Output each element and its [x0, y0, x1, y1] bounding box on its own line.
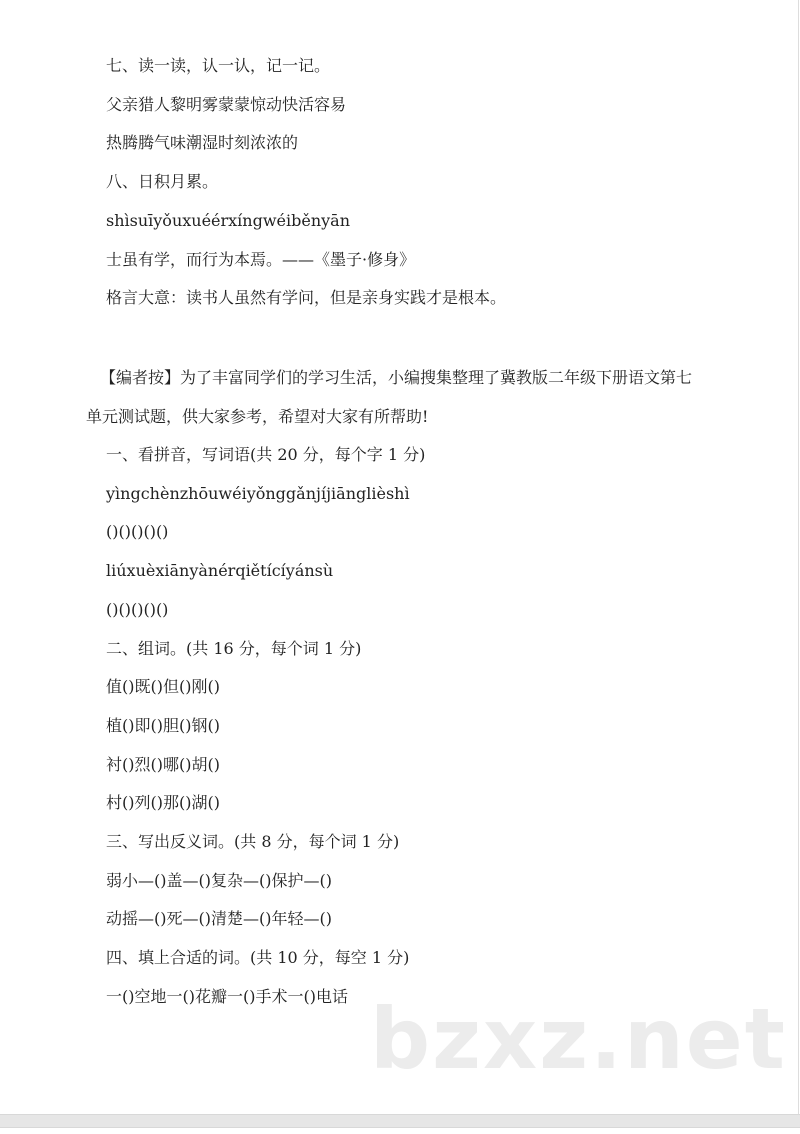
- text-line: 村()列()那()湖(): [106, 793, 220, 813]
- text-line: 一、看拼音，写词语(共 20 分，每个字 1 分): [106, 445, 426, 464]
- text-line: 动摇—()死—()清楚—()年轻—(): [106, 909, 332, 929]
- text-line: 弱小—()盖—()复杂—()保护—(): [106, 870, 332, 890]
- text-line: ()()()()(): [106, 599, 169, 619]
- text-line: 植()即()胆()钢(): [106, 715, 220, 735]
- page-separator: [0, 1114, 800, 1128]
- text-line: 七、读一读，认一认，记一记。: [106, 56, 331, 75]
- text-line: 二、组词。(共 16 分，每个词 1 分): [106, 638, 362, 658]
- text-line: shìsuīyǒuxuéérxíngwéiběnyān: [106, 210, 351, 230]
- text-line: 父亲猎人黎明雾蒙蒙惊动快活容易: [106, 94, 347, 114]
- text-line: 四、填上合适的词。(共 10 分，每空 1 分): [106, 948, 410, 968]
- watermark: bzxz.net: [370, 990, 787, 1088]
- text-line: yìngchènzhōuwéiyǒnggǎnjíjiānglièshì: [106, 483, 410, 503]
- text-line: 一()空地一()花瓣一()手术一()电话: [106, 986, 348, 1006]
- text-line: liúxuèxiānyànérqiětícíyánsù: [106, 561, 334, 581]
- text-line: ()()()()(): [106, 522, 169, 542]
- text-line: 热腾腾气味潮湿时刻浓浓的: [106, 133, 299, 153]
- editor-note: 【编者按】为了丰富同学们的学习生活，小编搜集整理了冀教版二年级下册语文第七单元测试题，供大家参考，希望对大家有所帮助!: [86, 368, 693, 426]
- text-line: 格言大意：读书人虽然有学问，但是亲身实践才是根本。: [106, 288, 507, 308]
- text-line: 值()既()但()刚(): [106, 677, 220, 697]
- text-line: 三、写出反义词。(共 8 分，每个词 1 分): [106, 832, 400, 851]
- text-line: 八、日积月累。: [106, 172, 219, 192]
- text-line: 衬()烈()哪()胡(): [106, 754, 220, 774]
- text-line: 士虽有学，而行为本焉。——《墨子·修身》: [106, 249, 416, 269]
